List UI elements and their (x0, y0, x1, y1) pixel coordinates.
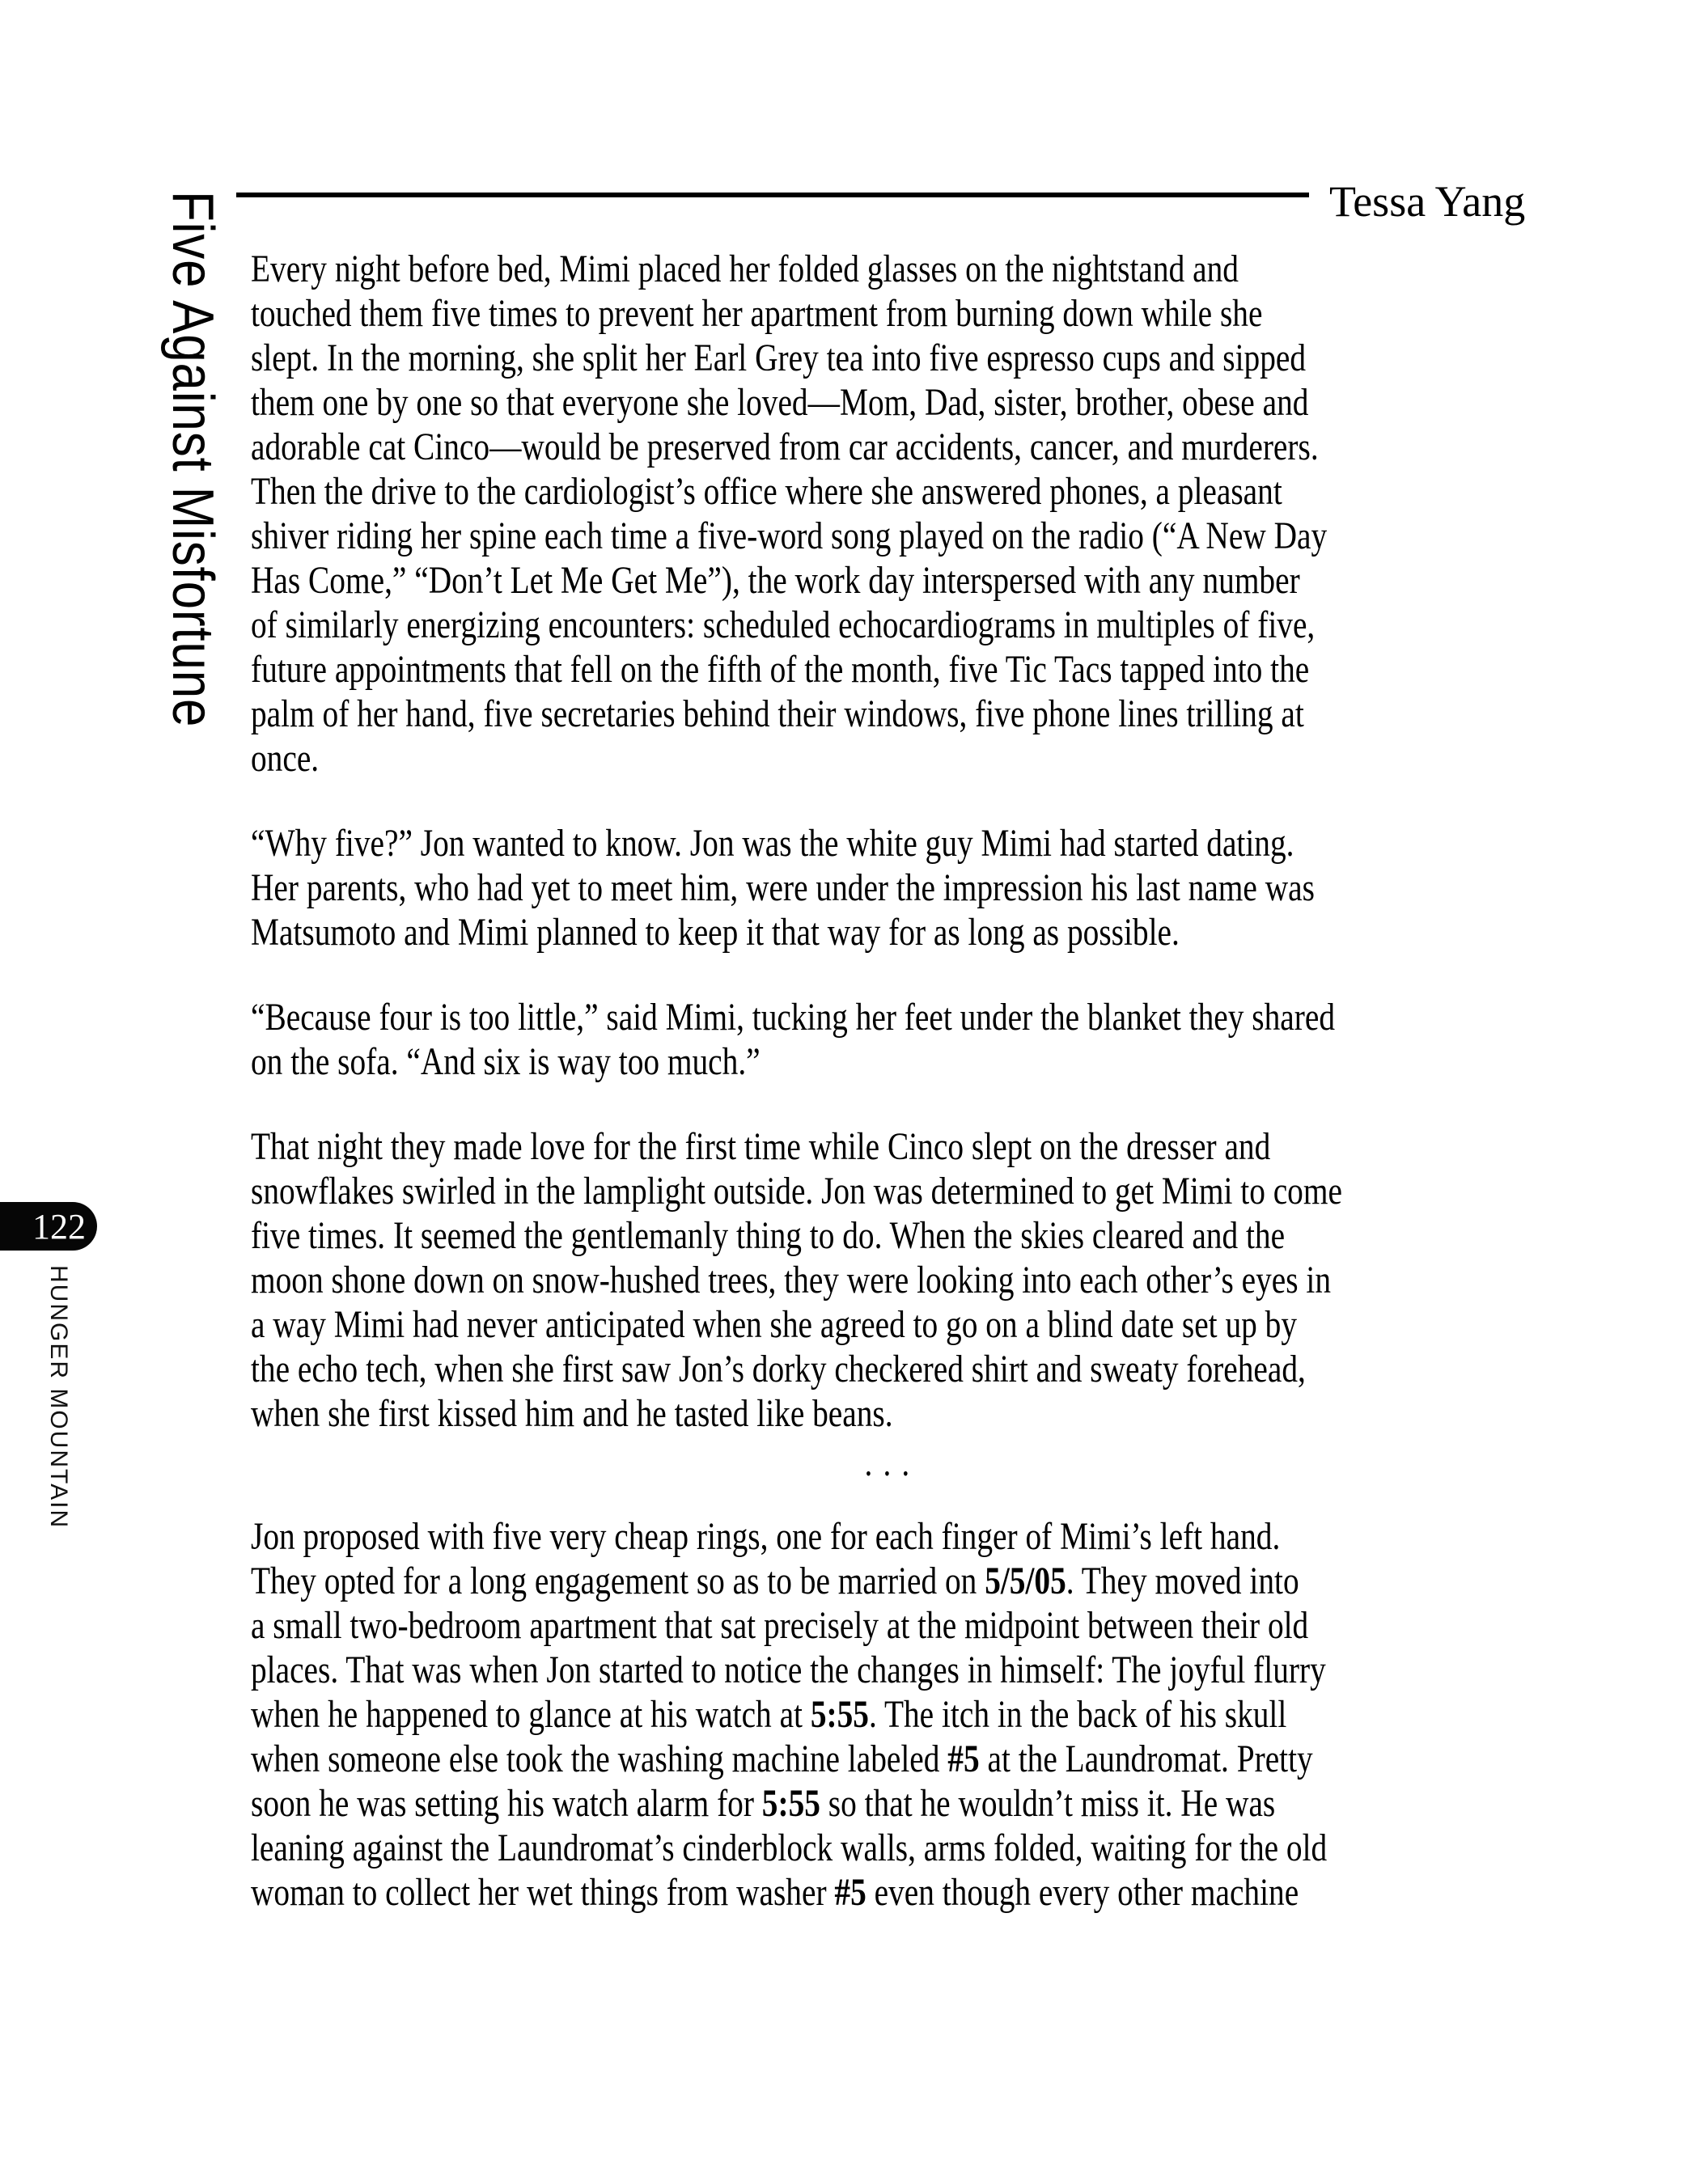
story-line: places. That was when Jon started to notice the changes in himself: The joyful flurry (251, 1649, 1326, 1691)
story-line: Matsumoto and Mimi planned to keep it that way for as long as possible. (251, 911, 1180, 954)
story-paragraph (251, 821, 1524, 954)
story-paragraph (251, 995, 1524, 1084)
story-title-vertical: Five Against Misfortune (160, 191, 225, 728)
story-line: when someone else took the washing machine labeled #5 at the Laundromat. Pretty (251, 1737, 1313, 1780)
story-line: snowflakes swirled in the lamplight outside. Jon was determined to get Mimi to come (251, 1170, 1342, 1213)
story-line: the echo tech, when she first saw Jon’s dorky checkered shirt and sweaty forehead, (251, 1348, 1306, 1390)
story-line: Then the drive to the cardiologist’s office where she answered phones, a pleasant (251, 470, 1282, 513)
story-line: slept. In the morning, she split her Earl Grey tea into five espresso cups and sipped (251, 336, 1307, 379)
story-line: soon he was setting his watch alarm for 5:55 so that he wouldn’t miss it. He was (251, 1782, 1276, 1825)
story-paragraph (251, 1514, 1524, 1915)
story-paragraph (251, 1124, 1524, 1436)
story-line: Has Come,” “Don’t Let Me Get Me”), the work day interspersed with any number (251, 559, 1300, 602)
story-line: adorable cat Cinco—would be preserved from car accidents, cancer, and murderers. (251, 425, 1319, 468)
story-line: moon shone down on snow-hushed trees, they were looking into each other’s eyes in (251, 1259, 1332, 1302)
story-line: them one by one so that everyone she loved—Mom, Dad, sister, brother, obese and (251, 381, 1309, 424)
story-line: leaning against the Laundromat’s cinderblock walls, arms folded, waiting for the old (251, 1826, 1328, 1869)
story-line: “Because four is too little,” said Mimi, tucking her feet under the blanket they shared (251, 996, 1336, 1039)
story-line: five times. It seemed the gentlemanly thing to do. When the skies cleared and the (251, 1214, 1286, 1257)
story-line: on the sofa. “And six is way too much.” (251, 1040, 761, 1083)
header-rule (236, 193, 1309, 197)
story-line: palm of her hand, five secretaries behind their windows, five phone lines trilling at (251, 692, 1304, 735)
story-line: That night they made love for the first time while Cinco slept on the dresser and (251, 1125, 1271, 1168)
story-line: a small two-bedroom apartment that sat precisely at the midpoint between their old (251, 1604, 1309, 1647)
journal-name-vertical: HUNGER MOUNTAIN (45, 1265, 72, 1530)
story-line: “Why five?” Jon wanted to know. Jon was the white guy Mimi had started dating. (251, 822, 1294, 865)
story-line: once. (251, 737, 320, 780)
story-line: Her parents, who had yet to meet him, were under the impression his last name was (251, 866, 1315, 909)
story-line: touched them five times to prevent her apartment from burning down while she (251, 292, 1263, 335)
story-line: of similarly energizing encounters: scheduled echocardiograms in multiples of five, (251, 603, 1316, 646)
story-line: when she first kissed him and he tasted like beans. (251, 1392, 893, 1435)
page-number-badge (0, 1202, 97, 1251)
story-line: shiver riding her spine each time a five-word song played on the radio (“A New Day (251, 514, 1328, 557)
page-number: 122 (32, 1206, 86, 1246)
story-line: a way Mimi had never anticipated when she agreed to go on a blind date set up by (251, 1303, 1298, 1346)
story-line: They opted for a long engagement so as to be married on 5/5/05. They moved into (251, 1560, 1299, 1602)
story-line: Jon proposed with five very cheap rings, one for each finger of Mimi’s left hand. (251, 1515, 1281, 1558)
section-separator: . . . (864, 1441, 911, 1484)
story-line: when he happened to glance at his watch at 5:55. The itch in the back of his skull (251, 1693, 1287, 1736)
story-paragraph (251, 247, 1524, 781)
story-body (251, 247, 1524, 1915)
story-line: future appointments that fell on the fifth of the month, five Tic Tacs tapped into the (251, 648, 1310, 691)
author-name: Tessa Yang (1329, 177, 1526, 226)
story-line: woman to collect her wet things from washer #5 even though every other machine (251, 1871, 1299, 1914)
story-line: Every night before bed, Mimi placed her folded glasses on the nightstand and (251, 248, 1239, 290)
